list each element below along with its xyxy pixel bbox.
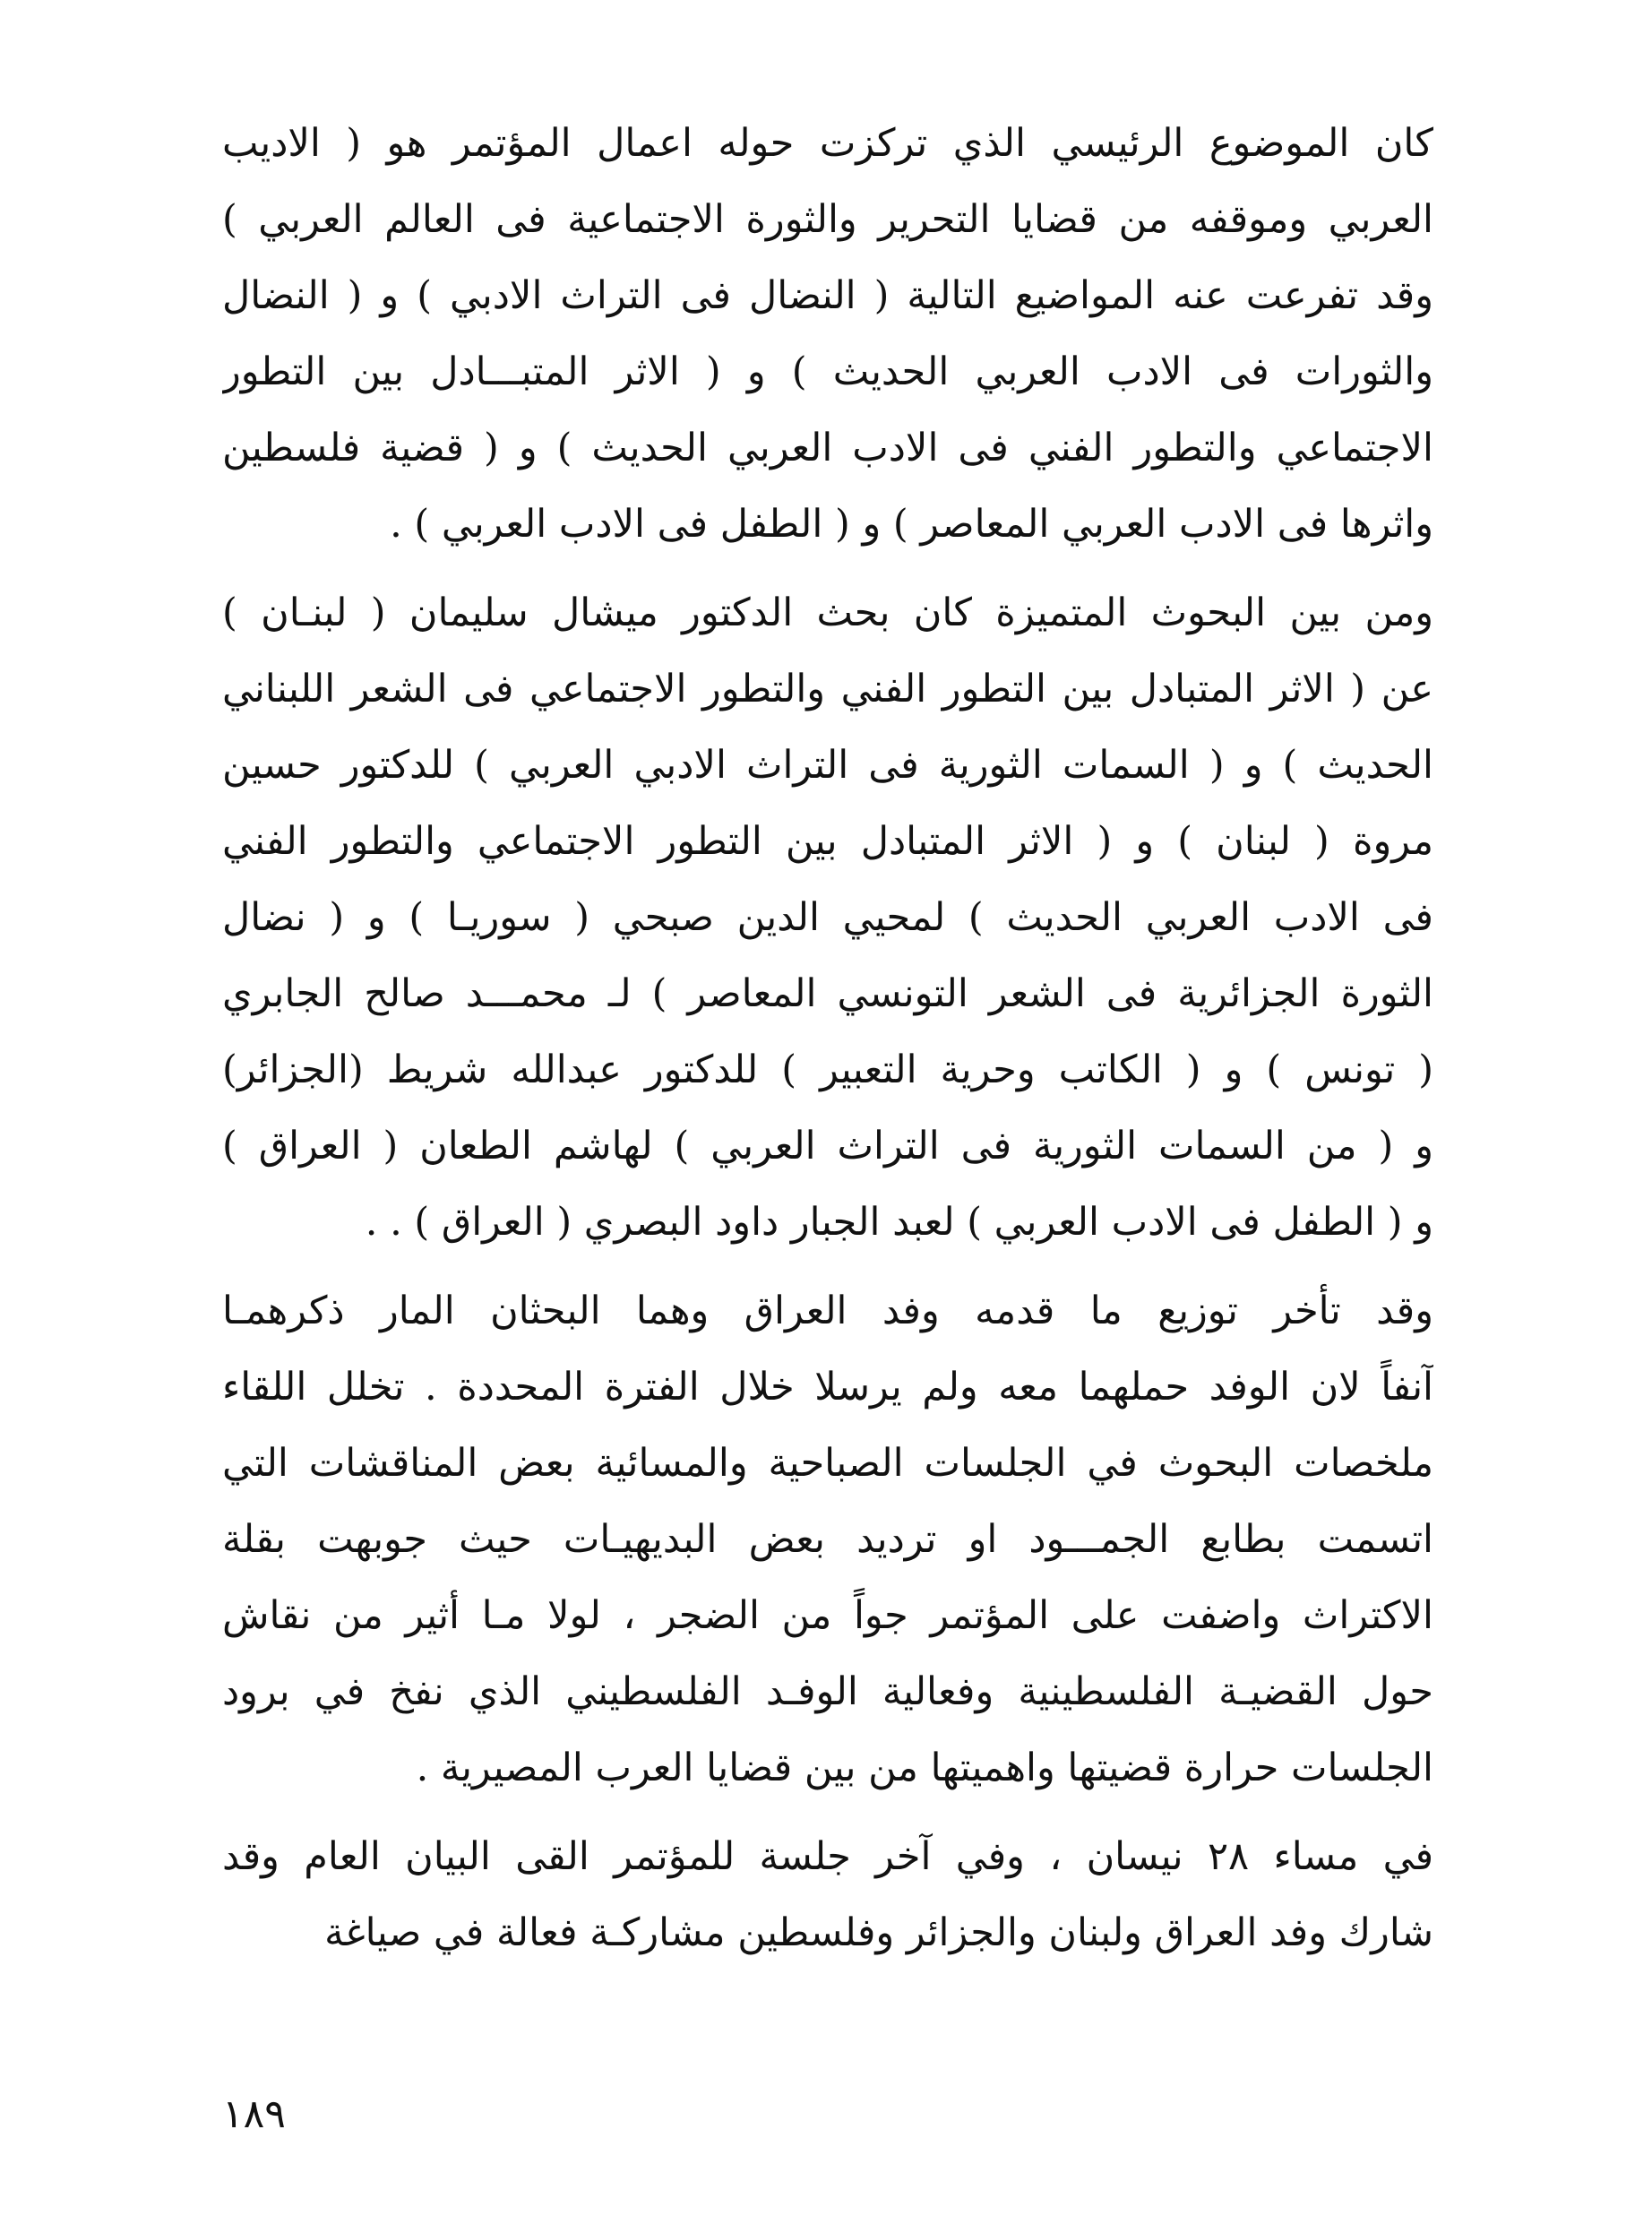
text-line: الاكتراث واضفت على المؤتمر جواً من الضجر ، لولا مـا أثير من نقاش <box>222 1593 1433 1638</box>
page-number: ١٨٩ <box>222 2091 286 2137</box>
text-line: و ( الطفل فى الادب العربي ) لعبد الجبار داود البصري ( العراق ) . . <box>365 1200 1433 1245</box>
text-line: آنفاً لان الوفد حملهما معه ولم يرسلا خلال الفترة المحددة . تخلل اللقاء <box>222 1365 1433 1410</box>
paragraph <box>222 1273 1433 1806</box>
text-line: الجلسات حرارة قضيتها واهميتها من بين قضايا العرب المصيرية . <box>416 1746 1433 1790</box>
text-line: الاجتماعي والتطور الفني فى الادب العربي الحديث ) و ( قضية فلسطين <box>222 426 1433 470</box>
text-line: في مساء ٢٨ نيسان ، وفي آخر جلسة للمؤتمر القى البيان العام وقد <box>222 1834 1433 1879</box>
text-line: حول القضيـة الفلسطينية وفعالية الوفـد الفلسطيني الذي نفخ في برود <box>222 1669 1433 1714</box>
text-line: و ( من السمات الثورية فى التراث العربي ) لهاشم الطعان ( العراق ) <box>222 1124 1433 1168</box>
text-line: عن ( الاثر المتبادل بين التطور الفني والتطور الاجتماعي فى الشعر اللبناني <box>222 667 1433 711</box>
text-line: ومن بين البحوث المتميزة كان بحث الدكتور ميشال سليمان ( لبنـان ) <box>222 591 1433 635</box>
text-line: وقد تأخر توزيع ما قدمه وفد العراق وهما البحثان المار ذكرهمـا <box>222 1289 1433 1333</box>
paragraph <box>222 575 1433 1261</box>
text-line: ( تونس ) و ( الكاتب وحرية التعبير ) للدكتور عبدالله شريط (الجزائر) <box>222 1048 1433 1092</box>
text-line: واثرها فى الادب العربي المعاصر ) و ( الطفل فى الادب العربي ) . <box>390 502 1433 547</box>
text-line: كان الموضوع الرئيسي الذي تركزت حوله اعمال المؤتمر هو ( الاديب <box>222 121 1433 166</box>
text-line: والثورات فى الادب العربي الحديث ) و ( الاثر المتبـــادل بين التطور <box>222 349 1433 394</box>
paragraph <box>222 1819 1433 1971</box>
text-line: الحديث ) و ( السمات الثورية فى التراث الادبي العربي ) للدكتور حسين <box>222 743 1433 788</box>
text-line: شارك وفد العراق ولبنان والجزائر وفلسطين مشاركـة فعالة في صياغة <box>324 1910 1433 1955</box>
text-line: وقد تفرعت عنه المواضيع التالية ( النضال فى التراث الادبي ) و ( النضال <box>222 273 1433 318</box>
text-line: مروة ( لبنان ) و ( الاثر المتبادل بين التطور الاجتماعي والتطور الفني <box>222 819 1433 864</box>
paragraph <box>222 106 1433 563</box>
text-line: ملخصات البحوث في الجلسات الصباحية والمسائية بعض المناقشات التي <box>222 1441 1433 1486</box>
text-line: فى الادب العربي الحديث ) لمحيي الدين صبحي ( سوريـا ) و ( نضال <box>222 895 1433 940</box>
text-line: الثورة الجزائرية فى الشعر التونسي المعاصر ) لـ محمـــد صالح الجابري <box>222 971 1433 1016</box>
text-line: اتسمت بطابع الجمـــود او ترديد بعض البديهيـات حيث جوبهت بقلة <box>222 1517 1433 1562</box>
text-line: العربي وموقفه من قضايا التحرير والثورة الاجتماعية فى العالم العربي ) <box>222 197 1433 242</box>
body-text <box>222 106 1433 1971</box>
